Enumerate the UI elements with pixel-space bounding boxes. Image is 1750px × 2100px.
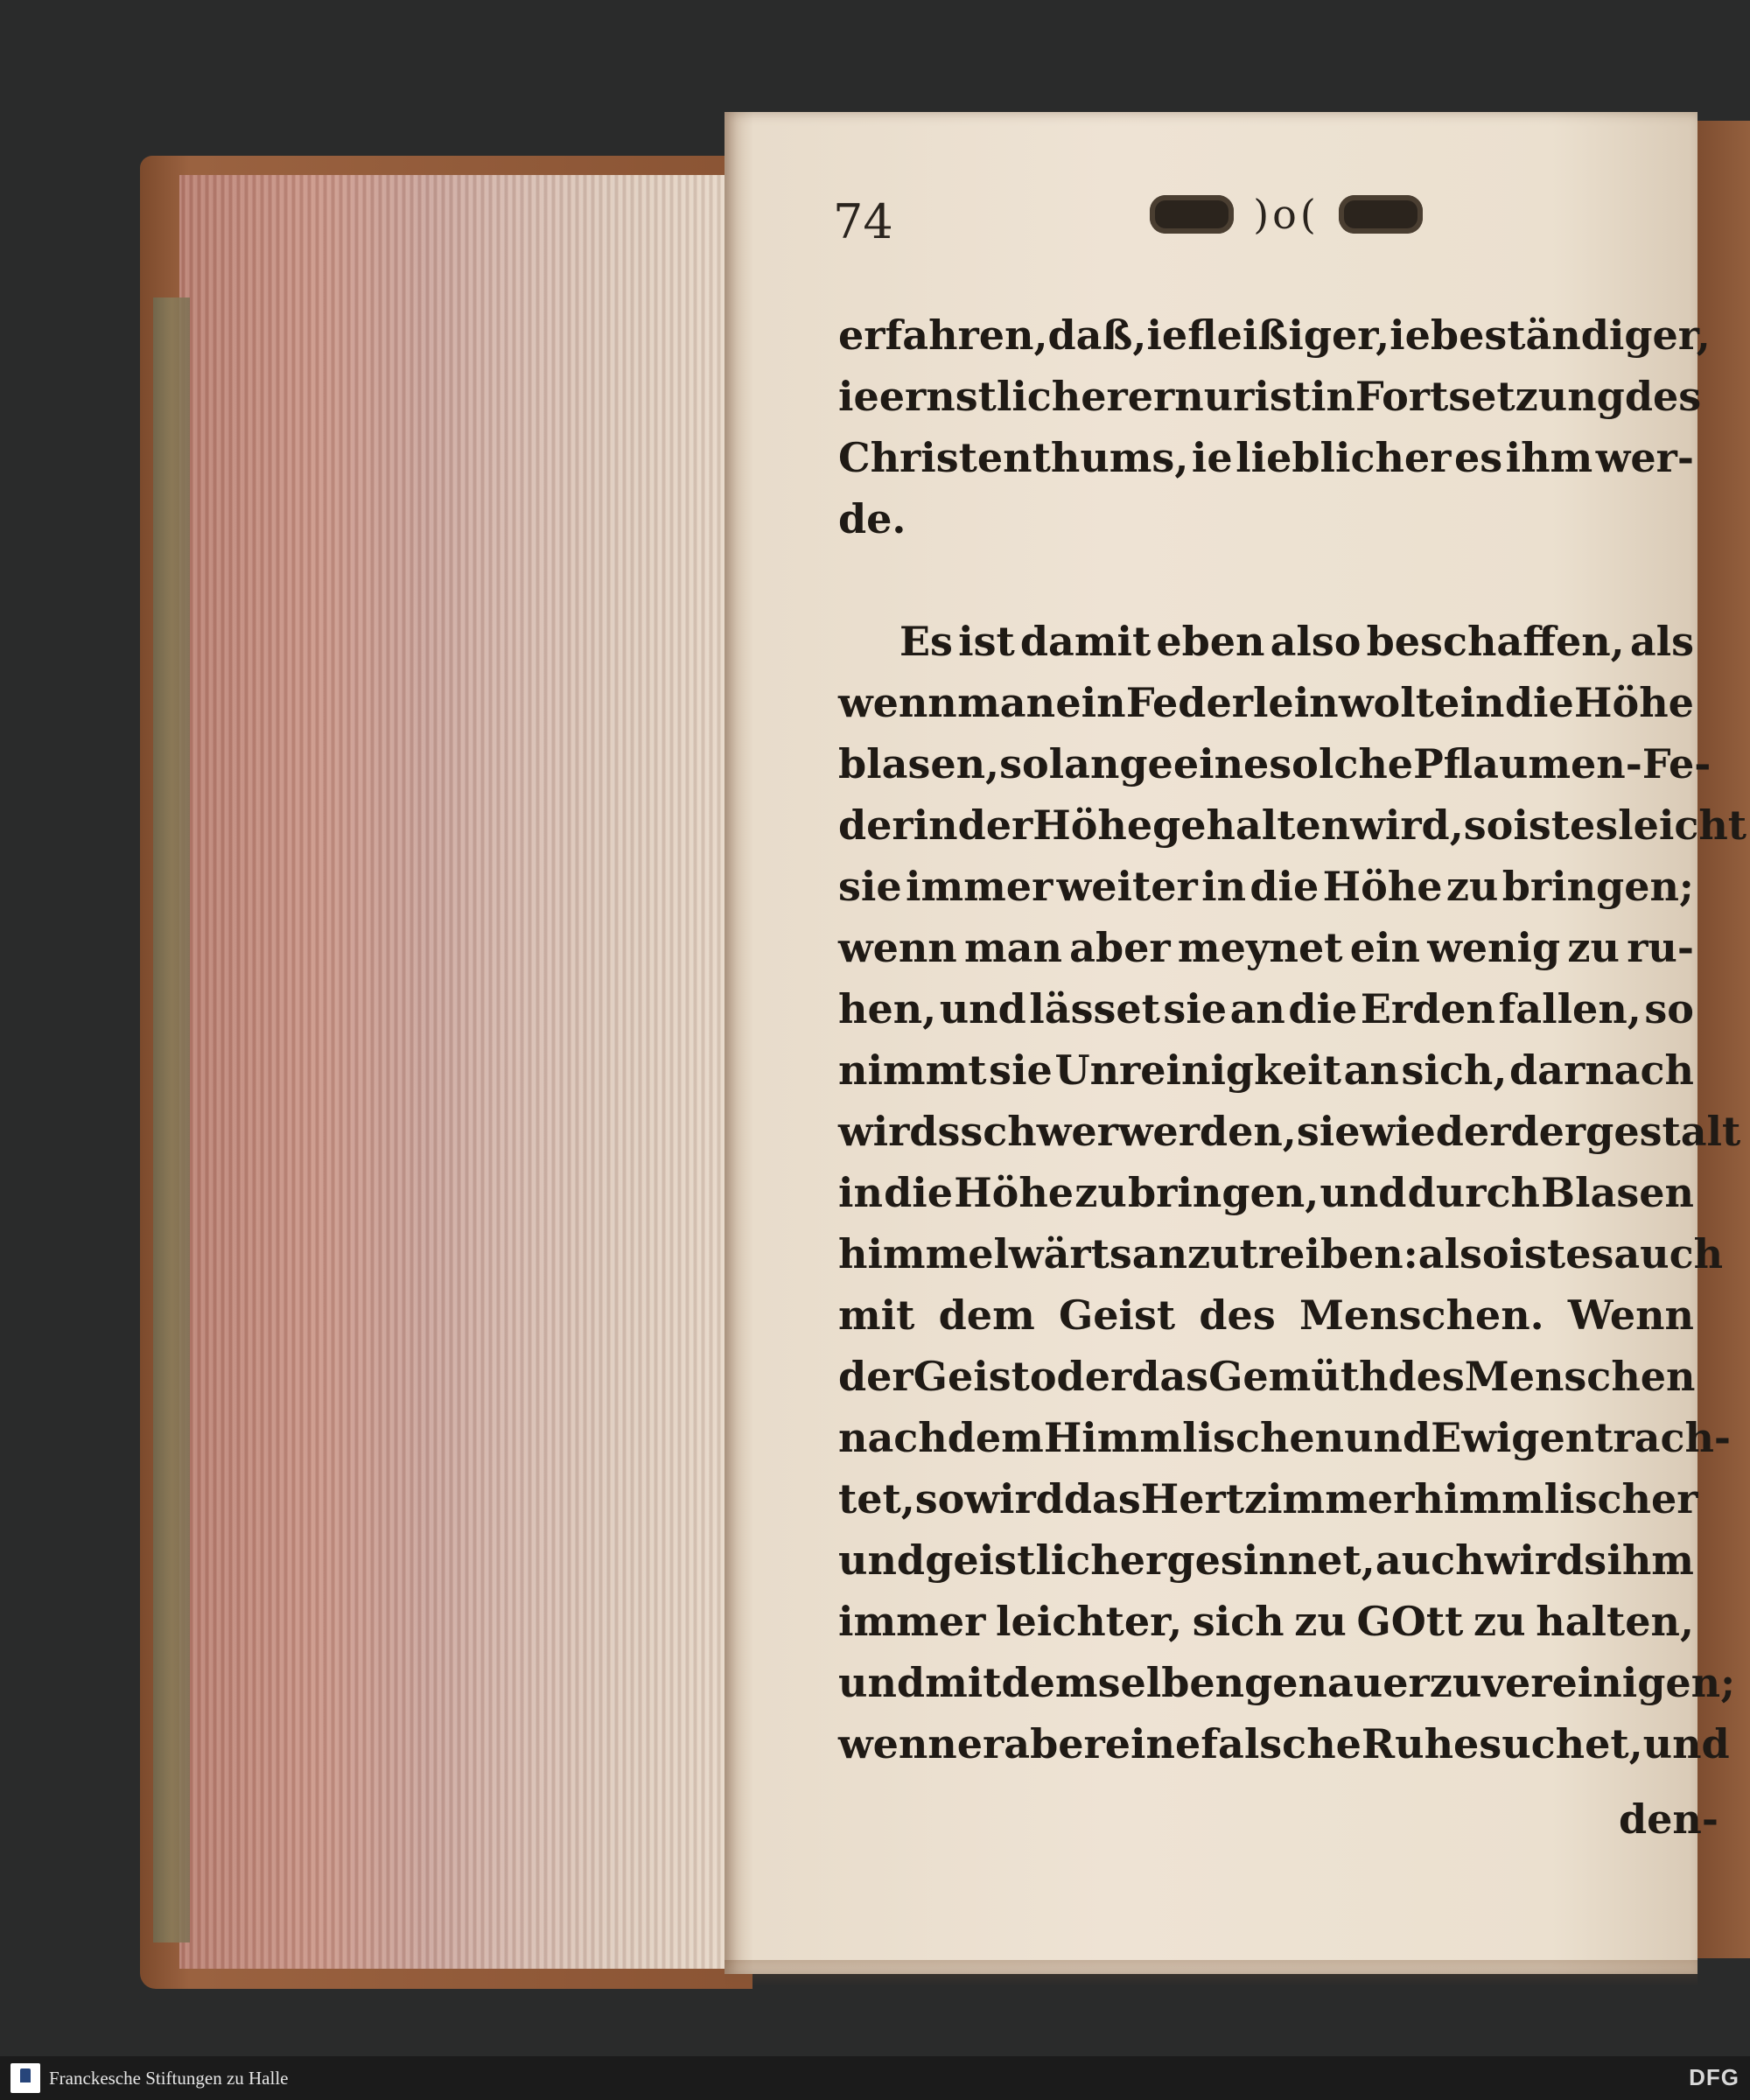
text-line: wenn er aber eine falsche Ruhe suchet, und bbox=[838, 1720, 1730, 1768]
text-line: sie immer weiter in die Höhe zu bringen; bbox=[838, 863, 1694, 910]
text-line: Es ist damit eben also beschaffen, als bbox=[900, 618, 1694, 665]
text-line: Christenthums, ie lieblicher es ihm wer- bbox=[838, 434, 1694, 481]
page-number: 74 bbox=[833, 194, 893, 249]
text-line: ie ernstlicher er nur ist in Fortsetzung des bbox=[838, 373, 1702, 420]
ornament-center: )o( bbox=[1253, 191, 1320, 238]
text-line: der Geist oder das Gemüth des Menschen bbox=[838, 1353, 1696, 1400]
text-line: blasen, so lange eine solche Pflaumen-Fe- bbox=[838, 740, 1712, 788]
page-edges bbox=[179, 175, 731, 1969]
text-line: de. bbox=[838, 495, 906, 542]
header-ornament bbox=[1129, 184, 1444, 245]
viewer-footer bbox=[0, 2056, 1750, 2100]
text-line: wenn man aber meynet ein wenig zu ru- bbox=[838, 924, 1694, 971]
text-line: wenn man ein Federlein wolte in die Höhe bbox=[838, 679, 1694, 726]
text-line: mit dem Geist des Menschen. Wenn bbox=[838, 1292, 1694, 1339]
text-line: und geistlicher gesinnet, auch wirds ihm bbox=[838, 1536, 1694, 1584]
text-line: nach dem Himmlischen und Ewigen trach- bbox=[838, 1414, 1732, 1461]
ornament-right bbox=[1339, 195, 1423, 234]
dfg-logo: DFG bbox=[1689, 2064, 1740, 2090]
text-line: wirds schwer werden, sie wieder dergestalt bbox=[838, 1108, 1741, 1155]
text-line: himmelwärts anzutreiben: also ist es auch bbox=[838, 1230, 1724, 1278]
spine-strip bbox=[153, 298, 190, 1942]
text-line: immer leichter, sich zu GOtt zu halten, bbox=[838, 1598, 1694, 1645]
text-line: in die Höhe zu bringen, und durch Blasen bbox=[838, 1169, 1694, 1216]
page-shadow bbox=[724, 1960, 1698, 1986]
catchword: den- bbox=[1619, 1796, 1718, 1843]
institution-logo-icon bbox=[10, 2063, 40, 2093]
text-line: der in der Höhe gehalten wird, so ist es leicht bbox=[838, 802, 1747, 849]
ornament-left bbox=[1150, 195, 1234, 234]
text-line: tet, so wird das Hertz immer himmlischer bbox=[838, 1475, 1698, 1522]
institution-name: Franckesche Stiftungen zu Halle bbox=[49, 2068, 289, 2089]
text-line: erfahren, daß, ie fleißiger, ie beständiger, bbox=[838, 312, 1711, 359]
text-line: hen, und lässet sie an die Erden fallen, so bbox=[838, 985, 1694, 1032]
text-line: und mit demselben genauer zu vereinigen; bbox=[838, 1659, 1736, 1706]
page-text bbox=[838, 304, 1747, 1774]
paragraph-break bbox=[838, 550, 1694, 611]
text-line: nimmt sie Unreinigkeit an sich, darnach bbox=[838, 1046, 1694, 1094]
